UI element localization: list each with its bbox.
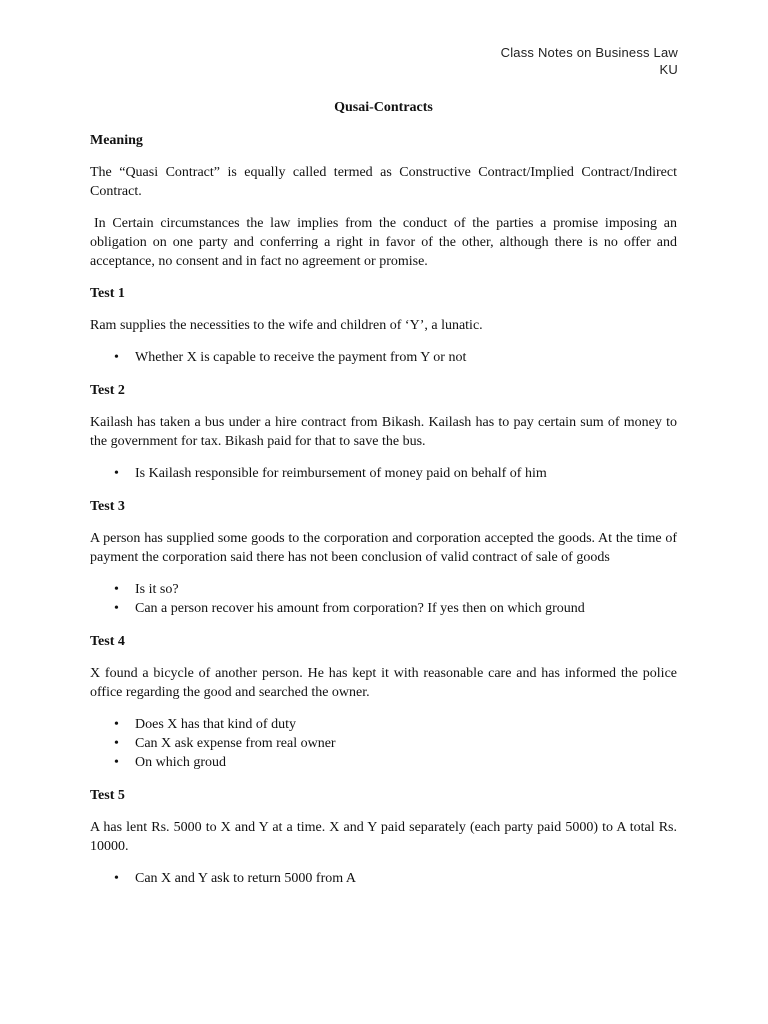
section-heading-test-4: Test 4 [90,634,125,649]
bullet-list [90,580,677,618]
paragraph: Ram supplies the necessities to the wife and children of ‘Y’, a lunatic. [90,318,483,333]
list-item-text: Does X has that kind of duty [135,717,296,732]
section-heading-test-3: Test 3 [90,499,125,514]
list-item [114,715,677,734]
list-item-text: Whether X is capable to receive the payment from Y or not [135,350,467,365]
paragraph: A person has supplied some goods to the corporation and corporation accepted the goods. At the time of payment the corporation said there has not been conclusion of valid contract of sale of goods [90,531,677,565]
list-item-text: Is it so? [135,582,179,597]
paragraph: In Certain circumstances the law implies from the conduct of the parties a promise imposing an obligation on one party and conferring a right in favor of the other, although there is no offer and acceptance, no consent and in fact no agreement or promise. [90,216,677,269]
bullet-list [90,869,677,888]
list-item [114,580,677,599]
header-institution: KU [659,62,678,77]
document-header [501,44,678,78]
list-item-text: On which groud [135,755,226,770]
list-item [114,348,677,367]
section-heading-meaning: Meaning [90,133,143,148]
document-body [90,98,677,902]
bullet-list [90,715,677,772]
bullet-icon: • [114,466,119,481]
list-item-text: Can X and Y ask to return 5000 from A [135,871,356,886]
bullet-list [90,348,677,367]
bullet-icon: • [114,871,119,886]
list-item [114,869,677,888]
section-heading-test-5: Test 5 [90,788,125,803]
bullet-icon: • [114,736,119,751]
bullet-icon: • [114,601,119,616]
bullet-icon: • [114,582,119,597]
header-course-title: Class Notes on Business Law [500,45,678,60]
page-title: Qusai-Contracts [334,100,433,115]
list-item [114,599,677,618]
paragraph: X found a bicycle of another person. He has kept it with reasonable care and has informed the police office regarding the good and searched the owner. [90,666,677,700]
list-item-text: Is Kailash responsible for reimbursement of money paid on behalf of him [135,466,547,481]
bullet-icon: • [114,755,119,770]
section-heading-test-2: Test 2 [90,383,125,398]
list-item [114,734,677,753]
paragraph: Kailash has taken a bus under a hire contract from Bikash. Kailash has to pay certain sum of money to the government for tax. Bikash paid for that to save the bus. [90,415,677,449]
list-item-text: Can a person recover his amount from corporation? If yes then on which ground [135,601,585,616]
list-item [114,464,677,483]
list-item-text: Can X ask expense from real owner [135,736,336,751]
section-heading-test-1: Test 1 [90,286,125,301]
paragraph: The “Quasi Contract” is equally called termed as Constructive Contract/Implied Contract/Indirect Contract. [90,165,677,199]
bullet-list [90,464,677,483]
paragraph: A has lent Rs. 5000 to X and Y at a time. X and Y paid separately (each party paid 5000) to A total Rs. 10000. [90,820,677,854]
bullet-icon: • [114,717,119,732]
list-item [114,753,677,772]
bullet-icon: • [114,350,119,365]
